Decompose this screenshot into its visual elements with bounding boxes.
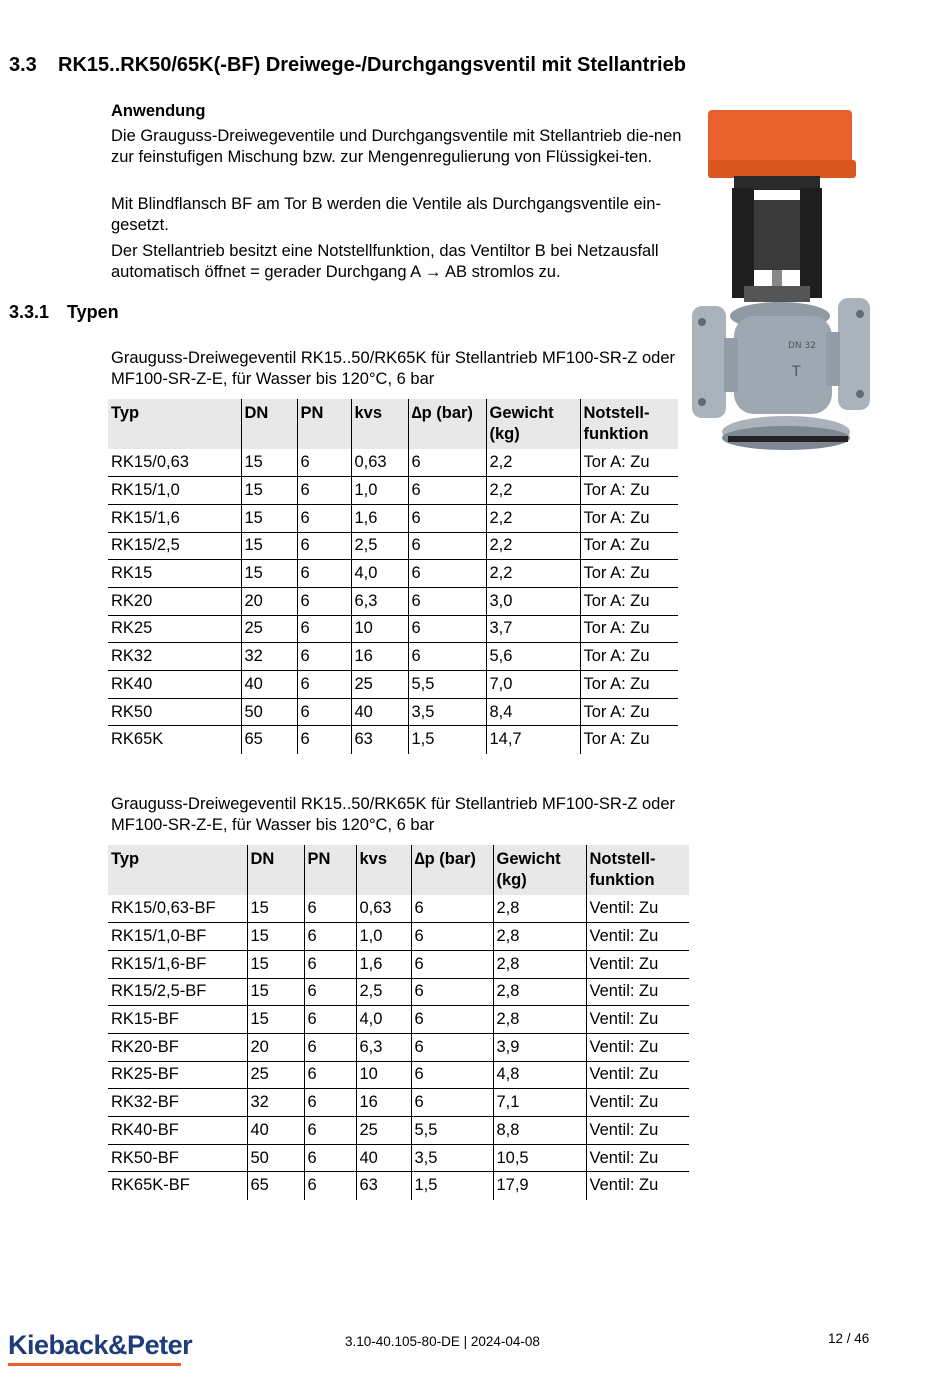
- table-cell: 50: [241, 698, 297, 726]
- table-cell: 15: [241, 449, 297, 477]
- table-cell: 3,0: [486, 587, 580, 615]
- table-cell: Tor A: Zu: [580, 587, 678, 615]
- table-cell: 6: [411, 1006, 493, 1034]
- table-cell: 63: [356, 1172, 411, 1200]
- table-row: [108, 1006, 689, 1034]
- table-cell: 6: [304, 1117, 356, 1145]
- table-cell: RK40-BF: [108, 1117, 247, 1145]
- table-row: [108, 560, 678, 588]
- application-paragraph-1: Die Grauguss-Dreiwegeventile und Durchgangsventile mit Stellantrieb die-nen zur feinstufigen Mischung bzw. zur Mengenregulierung von Flüssigkei-ten.: [111, 127, 682, 166]
- table-cell: Tor A: Zu: [580, 671, 678, 699]
- table-cell: 6: [304, 923, 356, 951]
- table-cell: 40: [247, 1117, 304, 1145]
- subsection-heading: [9, 302, 119, 323]
- bolt-hole: [856, 310, 864, 318]
- table-cell: Tor A: Zu: [580, 643, 678, 671]
- table-cell: 25: [356, 1117, 411, 1145]
- table-cell: 1,0: [356, 923, 411, 951]
- table-cell: 2,8: [493, 923, 586, 951]
- table-row: [108, 477, 678, 505]
- flange-label-strip: [728, 436, 848, 442]
- table-cell: RK32: [108, 643, 241, 671]
- table-cell: Tor A: Zu: [580, 615, 678, 643]
- table-cell: RK15/1,0-BF: [108, 923, 247, 951]
- table-cell: RK15/1,0: [108, 477, 241, 505]
- table-cell: 10: [356, 1061, 411, 1089]
- table-cell: 40: [351, 698, 408, 726]
- actuator-housing: [708, 110, 852, 168]
- section-title: RK15..RK50/65K(-BF) Dreiwege-/Durchgangsventil mit Stellantrieb: [58, 54, 686, 76]
- table-cell: 16: [356, 1089, 411, 1117]
- table-cell: 15: [247, 923, 304, 951]
- table-cell: 6: [304, 1144, 356, 1172]
- table-cell: 3,9: [493, 1033, 586, 1061]
- table-cell: Ventil: Zu: [586, 1061, 689, 1089]
- table-cell: Ventil: Zu: [586, 1117, 689, 1145]
- table-cell: RK15-BF: [108, 1006, 247, 1034]
- table-cell: Ventil: Zu: [589, 1176, 659, 1195]
- table-cell: 6: [297, 643, 351, 671]
- table-cell: RK65K-BF: [108, 1172, 247, 1200]
- flange-right: [838, 298, 870, 410]
- application-paragraph-3: Der Stellantrieb besitzt eine Notstellfunktion, das Ventiltor B bei Netzausfall automatisch öffnet = gerader Durchgang A → AB stromlos zu.: [111, 242, 659, 281]
- bolt-hole: [698, 398, 706, 406]
- table-cell: 63: [351, 726, 408, 754]
- table-cell: 1,0: [351, 477, 408, 505]
- table-header-row: [108, 845, 689, 895]
- valve-actuator-photo: [688, 110, 873, 455]
- section-number: 3.3: [9, 54, 37, 76]
- yoke-plate: [744, 286, 810, 302]
- table-cell: Ventil: Zu: [586, 895, 689, 923]
- table-cell: 40: [356, 1144, 411, 1172]
- table-cell: 65: [247, 1172, 304, 1200]
- table-cell: 6: [411, 895, 493, 923]
- table-row: [108, 895, 689, 923]
- table-cell: 8,4: [486, 698, 580, 726]
- table-cell: 32: [241, 643, 297, 671]
- table-row: [108, 449, 678, 477]
- table-row: [108, 698, 678, 726]
- table-cell: 14,7: [486, 726, 580, 754]
- table-cell: RK15/0,63: [108, 449, 241, 477]
- port-left: [724, 338, 738, 392]
- table-header-row: [108, 399, 678, 449]
- table-cell: 6: [297, 449, 351, 477]
- actuator-base-lip: [708, 160, 856, 178]
- table2-caption: Grauguss-Dreiwegeventil RK15..50/RK65K für Stellantrieb MF100-SR-Z oder MF100-SR-Z-E, für Wasser bis 120°C, 6 bar: [111, 795, 675, 834]
- table-cell: 2,2: [486, 449, 580, 477]
- subsection-number: 3.3.1: [9, 302, 50, 322]
- table-cell: 2,8: [493, 1006, 586, 1034]
- table-cell: 10: [351, 615, 408, 643]
- table-cell: Ventil: Zu: [586, 923, 689, 951]
- column-header: ∆p (bar): [411, 845, 493, 895]
- table-cell: RK65K: [108, 726, 241, 754]
- column-header: Notstell-funktion: [580, 399, 678, 449]
- table-row: [108, 643, 678, 671]
- column-header: PN: [297, 399, 351, 449]
- table-cell: RK50-BF: [108, 1144, 247, 1172]
- table1-caption: Grauguss-Dreiwegeventil RK15..50/RK65K für Stellantrieb MF100-SR-Z oder MF100-SR-Z-E, für Wasser bis 120°C, 6 bar: [111, 349, 675, 388]
- subsection-title: Typen: [67, 302, 119, 322]
- table-row: [108, 1172, 689, 1200]
- table-cell: 6: [304, 1006, 356, 1034]
- table-cell: RK40: [108, 671, 241, 699]
- yoke-left: [732, 188, 754, 298]
- valve-size-label: DN 32: [788, 341, 816, 351]
- table-cell: 15: [247, 1006, 304, 1034]
- table-row: [108, 532, 678, 560]
- table-cell: Ventil: Zu: [586, 950, 689, 978]
- table-cell: 2,2: [486, 560, 580, 588]
- table-cell: 6: [304, 1089, 356, 1117]
- column-header: PN: [304, 845, 356, 895]
- table-cell: Tor A: Zu: [580, 504, 678, 532]
- table-cell: 8,8: [493, 1117, 586, 1145]
- table-row: [108, 950, 689, 978]
- table-cell: 6: [304, 1172, 356, 1200]
- column-header: Typ: [108, 399, 241, 449]
- table-cell: 25: [351, 671, 408, 699]
- table-cell: Ventil: Zu: [586, 978, 689, 1006]
- table-cell: 6: [411, 1061, 493, 1089]
- table-cell: 10,5: [493, 1144, 586, 1172]
- table-cell: RK25: [108, 615, 241, 643]
- table-cell: 6: [411, 1089, 493, 1117]
- table-cell: 2,5: [351, 532, 408, 560]
- table-cell: RK15: [108, 560, 241, 588]
- table-cell: 6: [297, 698, 351, 726]
- table-row: [108, 671, 678, 699]
- table-cell: RK20-BF: [108, 1033, 247, 1061]
- table-cell: 40: [241, 671, 297, 699]
- section-heading: [9, 54, 686, 77]
- column-header: Notstell-funktion: [586, 845, 689, 895]
- port-right: [826, 332, 840, 386]
- table-cell: Ventil: Zu: [586, 1089, 689, 1117]
- table-cell: 2,2: [486, 477, 580, 505]
- table-cell: 17,9: [493, 1172, 586, 1200]
- table-cell: 15: [247, 950, 304, 978]
- table-row: [108, 1033, 689, 1061]
- table-cell: 6,3: [351, 587, 408, 615]
- table-cell: Tor A: Zu: [580, 532, 678, 560]
- table-cell: 6: [411, 950, 493, 978]
- table-cell: 15: [241, 560, 297, 588]
- table-cell: 2,2: [486, 532, 580, 560]
- table-cell: 5,5: [408, 671, 486, 699]
- table-cell: 32: [247, 1089, 304, 1117]
- table-cell: 6: [297, 477, 351, 505]
- table-cell: 6: [297, 532, 351, 560]
- bolt-hole: [698, 318, 706, 326]
- table-cell: 15: [241, 477, 297, 505]
- table-row: [108, 978, 689, 1006]
- table-cell: 6: [408, 504, 486, 532]
- table-cell: RK15/2,5-BF: [108, 978, 247, 1006]
- table-cell: 6: [297, 615, 351, 643]
- actuator-bracket-top: [734, 176, 820, 190]
- table-cell: 6: [408, 643, 486, 671]
- table-cell: 6: [297, 560, 351, 588]
- table-cell: 1,6: [351, 504, 408, 532]
- table-cell: Ventil: Zu: [586, 1006, 689, 1034]
- table-cell: 6: [297, 587, 351, 615]
- table-cell: 15: [241, 532, 297, 560]
- table-cell: 6: [408, 615, 486, 643]
- table-cell: 6: [411, 978, 493, 1006]
- table-cell: 6: [408, 587, 486, 615]
- application-heading: Anwendung: [111, 102, 206, 120]
- table-cell: 6: [411, 923, 493, 951]
- table-cell: 50: [247, 1144, 304, 1172]
- table-cell: 6,3: [356, 1033, 411, 1061]
- table-cell: 6: [304, 950, 356, 978]
- table-cell: 6: [408, 449, 486, 477]
- table-row: [108, 1089, 689, 1117]
- column-header: kvs: [356, 845, 411, 895]
- table-cell: 0,63: [351, 449, 408, 477]
- table-cell: 1,5: [408, 726, 486, 754]
- table-cell: 4,0: [351, 560, 408, 588]
- types-table-2: [108, 845, 689, 1200]
- table-row: [108, 726, 678, 754]
- table-cell: 15: [247, 978, 304, 1006]
- table-cell: 2,8: [493, 950, 586, 978]
- page-number: 12 / 46: [828, 1331, 870, 1346]
- column-header: DN: [247, 845, 304, 895]
- table-cell: 3,5: [411, 1144, 493, 1172]
- table-cell: 2,8: [493, 978, 586, 1006]
- table-cell: 1,6: [356, 950, 411, 978]
- table-cell: 3,7: [486, 615, 580, 643]
- table-cell: 6: [297, 726, 351, 754]
- table-cell: 25: [247, 1061, 304, 1089]
- table-cell: 15: [247, 895, 304, 923]
- table-cell: 65: [241, 726, 297, 754]
- table-cell: 7,0: [486, 671, 580, 699]
- document-number: 3.10-40.105-80-DE | 2024-04-08: [345, 1334, 540, 1349]
- table-cell: 3,5: [408, 698, 486, 726]
- table-row: [108, 923, 689, 951]
- table-cell: RK15/0,63-BF: [108, 895, 247, 923]
- table-cell: 6: [297, 671, 351, 699]
- logo-underline: [8, 1363, 181, 1366]
- table-cell: Tor A: Zu: [580, 698, 678, 726]
- table-cell: Tor A: Zu: [580, 477, 678, 505]
- table-cell: Ventil: Zu: [586, 1144, 689, 1172]
- table-cell: 2,8: [493, 895, 586, 923]
- column-header: kvs: [351, 399, 408, 449]
- spindle-housing: [754, 200, 800, 270]
- column-header: DN: [241, 399, 297, 449]
- flange-left: [692, 306, 726, 418]
- table-cell: 1,5: [411, 1172, 493, 1200]
- table-cell: 20: [241, 587, 297, 615]
- types-table-1: [108, 399, 678, 754]
- table-cell: RK50: [108, 698, 241, 726]
- table-cell: 2,5: [356, 978, 411, 1006]
- valve-body: [734, 316, 832, 414]
- table-cell: 15: [241, 504, 297, 532]
- table-cell: RK15/1,6: [108, 504, 241, 532]
- table-cell: 6: [304, 895, 356, 923]
- table-cell: RK15/2,5: [108, 532, 241, 560]
- table-cell: 2,2: [486, 504, 580, 532]
- table-cell: 0,63: [356, 895, 411, 923]
- table-cell: 25: [241, 615, 297, 643]
- valve-body-t-mark: T: [792, 364, 801, 380]
- company-logo: Kieback&Peter: [8, 1330, 193, 1360]
- table-cell: RK15/1,6-BF: [108, 950, 247, 978]
- table-cell: 6: [304, 1033, 356, 1061]
- table-cell: 4,8: [493, 1061, 586, 1089]
- table-cell: 5,5: [411, 1117, 493, 1145]
- table-cell: 5,6: [486, 643, 580, 671]
- table-cell: 7,1: [493, 1089, 586, 1117]
- table-row: [108, 1061, 689, 1089]
- table-row: [108, 615, 678, 643]
- table-cell: 6: [408, 532, 486, 560]
- yoke-right: [800, 188, 822, 298]
- table-cell: 4,0: [356, 1006, 411, 1034]
- table-row: [108, 504, 678, 532]
- table-cell: Ventil: Zu: [586, 1033, 689, 1061]
- table-cell: RK25-BF: [108, 1061, 247, 1089]
- column-header: Gewicht (kg): [486, 399, 580, 449]
- table-cell: Tor A: Zu: [580, 449, 678, 477]
- column-header: ∆p (bar): [408, 399, 486, 449]
- table-row: [108, 587, 678, 615]
- table-cell: RK20: [108, 587, 241, 615]
- table-cell: 6: [408, 560, 486, 588]
- bolt-hole: [856, 390, 864, 398]
- table-cell: Tor A: Zu: [583, 730, 650, 749]
- table-cell: 16: [351, 643, 408, 671]
- table-cell: Tor A: Zu: [580, 560, 678, 588]
- table-cell: RK32-BF: [108, 1089, 247, 1117]
- column-header: Gewicht (kg): [493, 845, 586, 895]
- table-cell: 6: [304, 1061, 356, 1089]
- table-row: [108, 1117, 689, 1145]
- table-cell: 20: [247, 1033, 304, 1061]
- table-row: [108, 1144, 689, 1172]
- table-cell: 6: [304, 978, 356, 1006]
- application-paragraph-2: Mit Blindflansch BF am Tor B werden die Ventile als Durchgangsventile ein-gesetzt.: [111, 195, 661, 234]
- table-cell: 6: [411, 1033, 493, 1061]
- table-cell: 6: [408, 477, 486, 505]
- column-header: Typ: [108, 845, 247, 895]
- table-cell: 6: [297, 504, 351, 532]
